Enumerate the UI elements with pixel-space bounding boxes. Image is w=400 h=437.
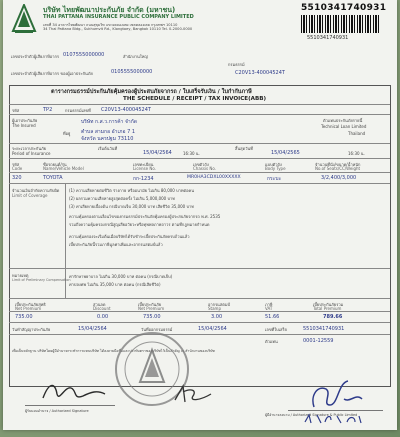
legal-note: เพื่อเป็นหลักฐาน บริษัทโดยผู้มีอำนาจกระทำการแทนบริษัท ได้ลงลายมือชื่อและประทับตราของบริษัทไว้เป็นสำคัญ ณ สำนักงานของบริษัท [12, 349, 215, 353]
period-label-en: Period of Insurance [12, 151, 51, 156]
company-address-1: เลขที่ 34 อาคารไทยพัฒนา ถนนสุขุมวิท แขวงคลองเตย เขตคลองเตย กรุงเทพฯ 10110 [43, 23, 178, 27]
vehicle-header-6: จำนวนที่นั่ง/ขนาด/น้ำหนัก [315, 162, 361, 167]
vehicle-chassis: MR0HA3CDXL00XXXXX [187, 175, 241, 180]
premium-stamp: 3.00 [211, 314, 223, 320]
schedule-title-en: THE SCHEDULE / RECEIPT / TAX INVOICE(ABB) [123, 96, 267, 102]
coverage-line-1: (1) ความเสียหายต่อชีวิต ร่างกาย หรืออนามัย ไม่เกิน 80,000 บาทต่อคน [69, 188, 194, 193]
tax-id-value: 0107555000000 [63, 52, 105, 58]
insured-label: ผู้เอาประกันภัย [12, 118, 38, 123]
schedule-title-thai: ตารางกรมธรรม์ประกันภัยคุ้มครองผู้ประสบภัยจากรถ / ใบเสร็จรับเงิน / ใบกำกับภาษี [51, 89, 252, 95]
period-from-time: 16:30 น. [183, 151, 200, 156]
company-logo [11, 4, 37, 34]
premium-vat: 51.66 [265, 314, 280, 320]
customer-no-label: เลขประจำตัวผู้เสียภาษีอากร ของผู้เอาประกันภัย [11, 71, 93, 76]
vehicle-header-1: รหัส [12, 162, 20, 167]
address-line-2: จังหวัด นครปฐม 73110 [81, 136, 134, 142]
coverage-label: จำนวนเงินจำกัดความรับผิด [12, 188, 60, 193]
policy-label: กรมธรรม์เลขที่ [65, 108, 91, 113]
policy-no-label: กรมธรรม์ [228, 62, 245, 67]
tax-id-label: เลขประจำตัวผู้เสียภาษีอากร [11, 54, 60, 59]
agent-value: Technical Loan Limited [321, 124, 367, 129]
vehicle-header-5: แบบตัวถัง [265, 162, 282, 167]
receipt-value: 5510341740931 [303, 326, 345, 332]
payment-label: หมายเหตุ [12, 273, 29, 278]
period-to-time: 16:30 น. [348, 151, 365, 156]
period-to-value: 15/04/2565 [271, 150, 300, 156]
footer-agent-label: ตัวแทน [265, 339, 278, 344]
company-address-2: 34 Thai Pattana Bldg., Sukhumvit Rd., Klongtoey, Bangkok 10110 Tel. 0-2000-0000 [43, 27, 193, 31]
right-signature-label: ผู้มีอำนาจลงนาม / Authorized Signature & Public Limited [265, 413, 358, 417]
vehicle-header-en-5: Body Type [265, 166, 286, 171]
coverage-label-en: Limit of Coverage [12, 193, 48, 198]
vehicle-header-en-2: Name/Vehicle Model [43, 166, 84, 171]
barcode [301, 15, 379, 33]
right-signature [308, 375, 368, 415]
issue-label: วันทำสัญญาประกันภัย [12, 327, 51, 332]
period-from-label: เริ่มต้นวันที่ [98, 146, 118, 151]
premium-header-2: ส่วนลด [93, 302, 106, 307]
coverage-line-4: ความคุ้มครองตามเงื่อนไขของกรมธรรม์ประกันภัยคุ้มครองผู้ประสบภัยจากรถ พ.ศ. 2535 [69, 214, 221, 219]
payment-line-2: ค่าปลงศพ ไม่เกิน 35,000 บาท ต่อคน (กรณีเสียชีวิต) [69, 282, 161, 287]
coverage-note-1: ความคุ้มครองจะเริ่มต้นเมื่อบริษัทได้รับชำระเบี้ยประกันภัยครบถ้วนแล้ว [69, 234, 190, 239]
vehicle-code: 320 [12, 175, 22, 181]
premium-header-3: เบี้ยประกันภัย [138, 302, 162, 307]
vehicle-license: กก-1234 [133, 176, 154, 182]
vehicle-header-3: เลขทะเบียน [133, 162, 154, 167]
vehicle-model: TOYOTA [43, 175, 63, 181]
period-label: ระยะเวลาประกันภัย [12, 146, 47, 151]
address-label: ที่อยู่ [63, 131, 71, 136]
payment-label-en: Limit of Preliminary Compensation [12, 278, 71, 282]
handwritten-date [303, 412, 363, 428]
premium-header-en-2: Discount [93, 306, 111, 311]
issue-value: 15/04/2564 [78, 326, 107, 332]
branch-label: สำนักงานใหญ่ [123, 54, 148, 59]
code-label: รหัส [12, 108, 20, 113]
receipt-label: เลขที่ใบเสร็จ [265, 327, 287, 332]
coverage-line-2: (2) ผลรวมความเสียหายสูงสุดต่อครั้ง ไม่เกิน 5,000,000 บาท [69, 196, 175, 201]
policy-number-small: 5510341740931 [307, 35, 349, 41]
middle-signature [171, 382, 215, 406]
vehicle-header-2: ชื่อรถยนต์/รุ่น [43, 162, 67, 167]
code-value: TP2 [43, 107, 53, 113]
policy-value: C20V13-40004524T [101, 107, 151, 113]
premium-header-en-5: VAT [265, 306, 273, 311]
period-from-value: 15/04/2564 [143, 150, 172, 156]
vehicle-body: กระบะ [267, 176, 282, 182]
premium-net: 735.00 [15, 314, 33, 320]
payment-line-1: ค่ารักษาพยาบาล ไม่เกิน 30,000 บาท ต่อคน (กรณีบาดเจ็บ) [69, 274, 173, 279]
premium-header-en-6: Total Premium [313, 306, 342, 311]
insured-name: บริษัท ก.ส.ว.การค้า จำกัด [81, 119, 137, 125]
premium-total: 789.66 [323, 314, 343, 320]
premium-header-en-3: Net Premium [138, 306, 165, 311]
period-to-label: สิ้นสุดวันที่ [235, 146, 253, 151]
company-name-thai: บริษัท ไทยพัฒนาประกันภัย จำกัด (มหาชน) [43, 6, 176, 14]
premium-header-5: ภาษี [265, 302, 273, 307]
company-name-en: THAI PATTANA INSURANCE PUBLIC COMPANY LIMITED [43, 14, 194, 20]
coverage-line-5: รวมถึงความคุ้มครองกรณีสูญเสียอวัยวะหรือทุพพลภาพถาวร ตามที่กฎหมายกำหนด [69, 222, 210, 227]
premium-discount: 0.00 [97, 314, 109, 320]
left-signature [39, 378, 109, 404]
premium-header-6: เบี้ยประกันภัยรวม [313, 302, 344, 307]
coverage-note-2: เบี้ยประกันภัยนี้รวมภาษีมูลค่าเพิ่มและอากรแสตมป์แล้ว [69, 242, 163, 247]
vehicle-header-en-6: No.of Seats/CC/Weight [315, 166, 361, 171]
agent-label: ตัวแทนประกันภัยรายนี้ [323, 118, 363, 123]
premium-net-2: 735.00 [143, 314, 161, 320]
coverage-line-3: (3) ค่าเสียหายเบื้องต้น กรณีบาดเจ็บ 30,000 บาท เสียชีวิต 35,000 บาท [69, 204, 194, 209]
premium-header-4: อากรแสตมป์ [208, 302, 231, 307]
premium-header-en-1: Net Premium [15, 306, 42, 311]
insurance-document [3, 0, 397, 430]
vehicle-header-en-1: Code [12, 166, 23, 171]
vehicle-header-en-4: Chassis No. [193, 166, 217, 171]
vehicle-seats: 3/2,400/3,000 [321, 175, 357, 181]
vehicle-header-4: เลขตัวถัง [193, 162, 209, 167]
footer-agent-code: 0001-12559 [303, 338, 334, 344]
address-line-1: ตำบล สามกอ อำเภอ 7 1 [81, 129, 136, 135]
premium-header-en-4: Stamp [208, 306, 221, 311]
premium-header-1: เบี้ยประกันภัยสุทธิ [15, 302, 46, 307]
policy-number: 5510341740931 [301, 3, 387, 13]
issue-date-value: 15/04/2564 [198, 326, 227, 332]
customer-no-value: 0105555000000 [111, 69, 153, 75]
insured-label-en: The Insured [12, 123, 36, 128]
policy-no-value: C20V13-40004524T [235, 70, 285, 76]
agent-sub: Thailand [348, 131, 366, 136]
issue-date-label: วันที่ออกกรมธรรม์ [141, 327, 173, 332]
vehicle-header-en-3: License No. [133, 166, 156, 171]
left-signature-label: ผู้รับมอบอำนาจ / Authorized Signature [25, 409, 89, 413]
